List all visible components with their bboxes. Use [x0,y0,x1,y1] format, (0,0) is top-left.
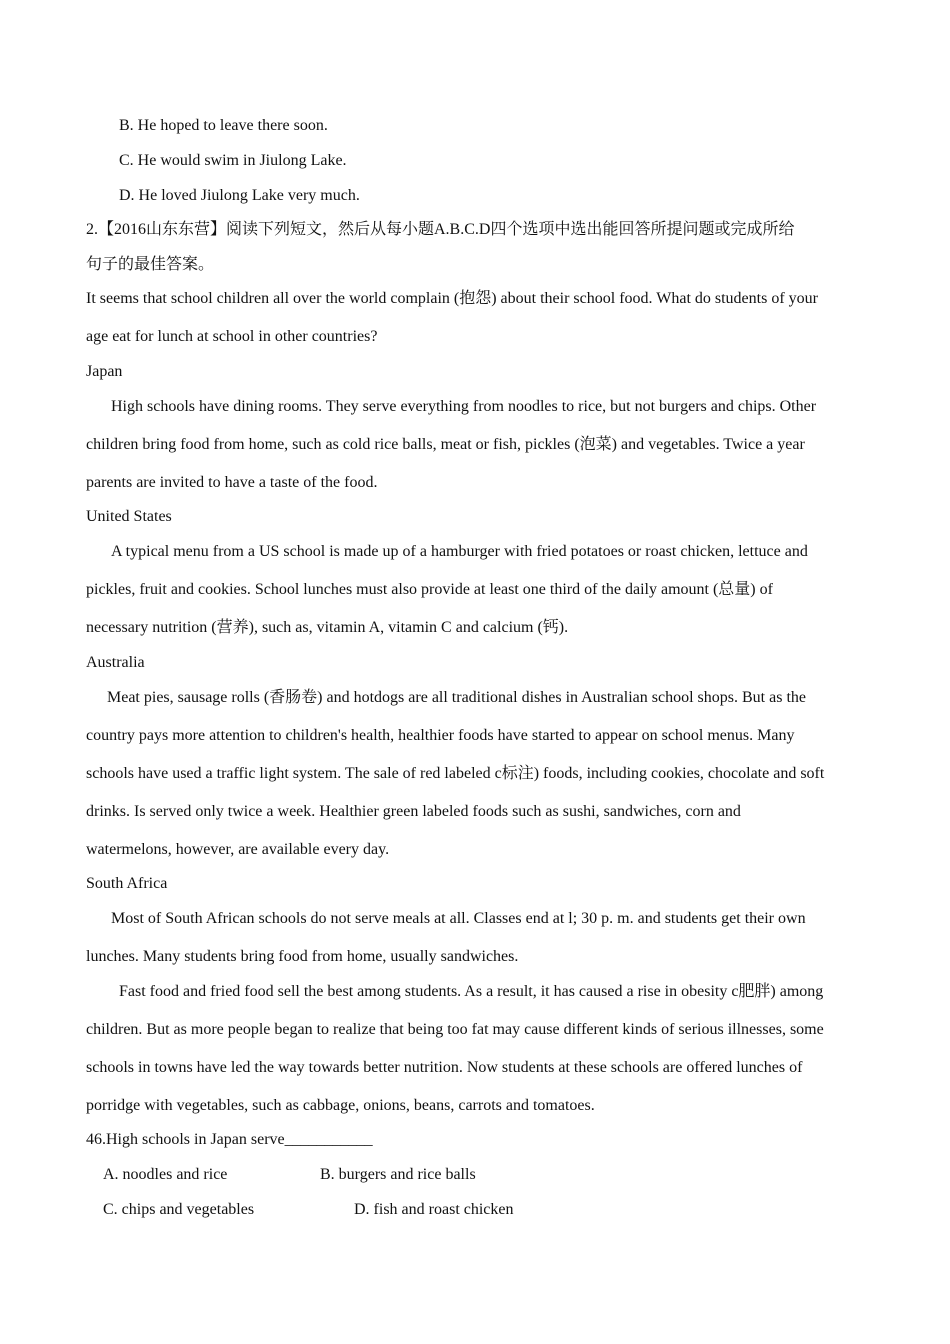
section-heading-south-africa: South Africa [86,875,168,892]
south-africa-paragraph2-line: porridge with vegetables, such as cabbage, onions, beans, carrots and tomatoes. [86,1097,595,1114]
south-africa-paragraph2-line: Fast food and fried food sell the best among students. As a result, it has caused a rise in obesity c肥胖) among [119,983,824,1000]
south-africa-paragraph2-line: schools in towns have led the way towards better nutrition. Now students at these schools are offered lunches of [86,1059,803,1076]
australia-paragraph-line: watermelons, however, are available every day. [86,841,390,858]
section-heading-us: United States [86,508,172,525]
south-africa-paragraph2-line: children. But as more people began to realize that being too fat may cause different kinds of serious illnesses, some [86,1021,824,1038]
us-paragraph-line: pickles, fruit and cookies. School lunches must also provide at least one third of the daily amount (总量) of [86,581,773,598]
section-heading-japan: Japan [86,363,123,380]
japan-paragraph-line: High schools have dining rooms. They serve everything from noodles to rice, but not burgers and chips. Other [111,398,817,415]
passage-intro-line: age eat for lunch at school in other countries? [86,328,378,345]
q46-option-c: C. chips and vegetables [103,1201,255,1218]
question-2-instructions-cont: 句子的最佳答案。 [86,256,215,273]
q46-option-a: A. noodles and rice [103,1166,228,1183]
australia-paragraph-line: schools have used a traffic light system. The sale of red labeled c标注) foods, including cookies, chocolate and soft [86,765,825,782]
prev-option-c: C. He would swim in Jiulong Lake. [119,152,347,169]
australia-paragraph-line: country pays more attention to children's health, healthier foods have started to appear on school menus. Many [86,727,795,744]
passage-intro-line: It seems that school children all over the world complain (抱怨) about their school food. What do students of your [86,290,818,307]
question-2-instructions: 2.【2016山东东营】阅读下列短文，然后从每小题A.B.C.D四个选项中选出能回答所提问题或完成所给 [86,221,795,238]
question-46-stem: 46.High schools in Japan serve___________ [86,1131,373,1148]
prev-option-b: B. He hoped to leave there soon. [119,117,328,134]
q46-option-b: B. burgers and rice balls [320,1166,476,1183]
q46-option-d: D. fish and roast chicken [354,1201,514,1218]
prev-option-d: D. He loved Jiulong Lake very much. [119,187,360,204]
us-paragraph-line: A typical menu from a US school is made up of a hamburger with fried potatoes or roast chicken, lettuce and [111,543,808,560]
section-heading-australia: Australia [86,654,145,671]
us-paragraph-line: necessary nutrition (营养), such as, vitamin A, vitamin C and calcium (钙). [86,619,569,636]
japan-paragraph-line: parents are invited to have a taste of the food. [86,474,378,491]
japan-paragraph-line: children bring food from home, such as cold rice balls, meat or fish, pickles (泡菜) and vegetables. Twice a year [86,436,805,453]
south-africa-paragraph-line: Most of South African schools do not serve meals at all. Classes end at l; 30 p. m. and students get their own [111,910,806,927]
australia-paragraph-line: drinks. Is served only twice a week. Healthier green labeled foods such as sushi, sandwiches, corn and [86,803,741,820]
australia-paragraph-line: Meat pies, sausage rolls (香肠卷) and hotdogs are all traditional dishes in Australian school shops. But as the [107,689,806,706]
south-africa-paragraph-line: lunches. Many students bring food from home, usually sandwiches. [86,948,519,965]
